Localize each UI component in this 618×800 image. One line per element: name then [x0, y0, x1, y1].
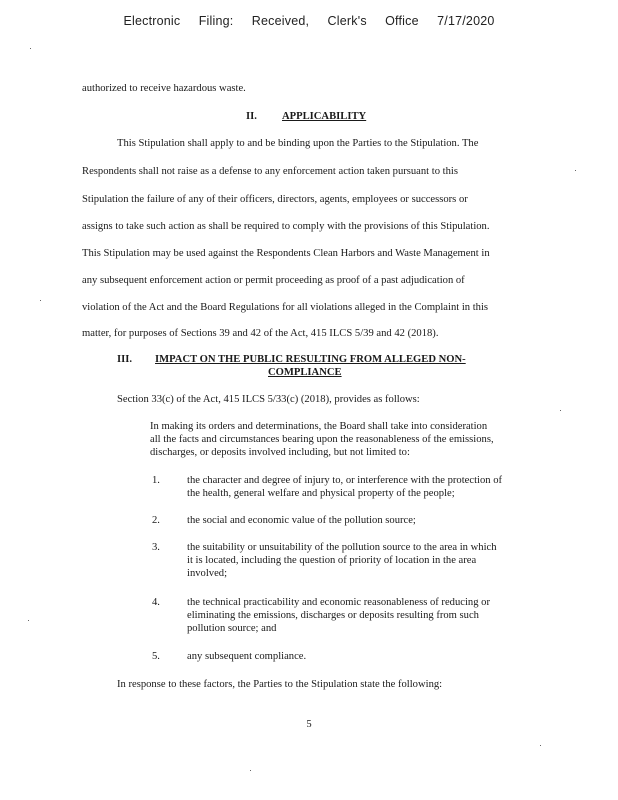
section-3-title-line-2: COMPLIANCE [268, 367, 342, 378]
list-item-text: the technical practicability and economic reasonableness of reducing or [187, 597, 490, 608]
section-2-line: This Stipulation may be used against the Respondents Clean Harbors and Waste Management in [82, 248, 490, 259]
section-3-title-line-1: IMPACT ON THE PUBLIC RESULTING FROM ALLEGED NON- [155, 354, 466, 365]
list-item-text: the character and degree of injury to, or interference with the protection of [187, 475, 503, 486]
section-2-line: assigns to take such action as shall be required to comply with the provisions of this Stipulation. [82, 221, 490, 232]
list-item-text: any subsequent compliance. [187, 651, 307, 662]
list-item-number: 1. [152, 475, 160, 486]
section-2-line: violation of the Act and the Board Regulations for all violations alleged in the Complaint in this [82, 302, 489, 313]
list-item-text: it is located, including the question of priority of location in the area [187, 555, 477, 566]
scan-speck [28, 620, 29, 621]
section-2-line: matter, for purposes of Sections 39 and 42 of the Act, 415 ILCS 5/39 and 42 (2018). [82, 328, 439, 339]
section-2-numeral: II. [246, 111, 257, 122]
list-item-number: 3. [152, 542, 160, 553]
page-number: 5 [306, 719, 312, 730]
scan-speck [540, 745, 541, 746]
list-item-number: 4. [152, 597, 160, 608]
list-item-text: the health, general welfare and physical property of the people; [187, 488, 455, 499]
list-item-text: the suitability or unsuitability of the pollution source to the area in which [187, 542, 497, 553]
list-item-number: 2. [152, 515, 160, 526]
section-3-intro: Section 33(c) of the Act, 415 ILCS 5/33(c) (2018), provides as follows: [117, 394, 420, 405]
section-2-line: Respondents shall not raise as a defense to any enforcement action taken pursuant to this [82, 166, 458, 177]
section-2-line: any subsequent enforcement action or permit proceeding as proof of a past adjudication of [82, 275, 465, 286]
list-item-text: the social and economic value of the pollution source; [187, 515, 416, 526]
section-2-title: APPLICABILITY [282, 111, 367, 122]
quote-line: discharges, or deposits involved including, but not limited to: [150, 447, 410, 458]
filing-stamp: Electronic Filing: Received, Clerk's Office 7/17/2020 [123, 14, 495, 28]
list-item-text: pollution source; and [187, 623, 277, 634]
list-item-number: 5. [152, 651, 160, 662]
list-item-text: involved; [187, 568, 228, 579]
section-3-numeral: III. [117, 354, 133, 365]
quote-line: all the facts and circumstances bearing upon the reasonableness of the emissions, [150, 434, 494, 445]
scan-speck [40, 300, 41, 301]
closing-line: In response to these factors, the Parties to the Stipulation state the following: [117, 679, 443, 690]
scan-speck [250, 770, 251, 771]
scan-speck [30, 48, 31, 49]
intro-line: authorized to receive hazardous waste. [82, 83, 246, 94]
scan-speck [575, 170, 576, 171]
list-item-text: eliminating the emissions, discharges or deposits resulting from such [187, 610, 479, 621]
section-2-line: Stipulation the failure of any of their officers, directors, agents, employees or successors or [82, 194, 468, 205]
quote-line: In making its orders and determinations, the Board shall take into consideration [150, 421, 488, 432]
scan-speck [560, 410, 561, 411]
section-2-line: This Stipulation shall apply to and be binding upon the Parties to the Stipulation. The [117, 138, 479, 149]
